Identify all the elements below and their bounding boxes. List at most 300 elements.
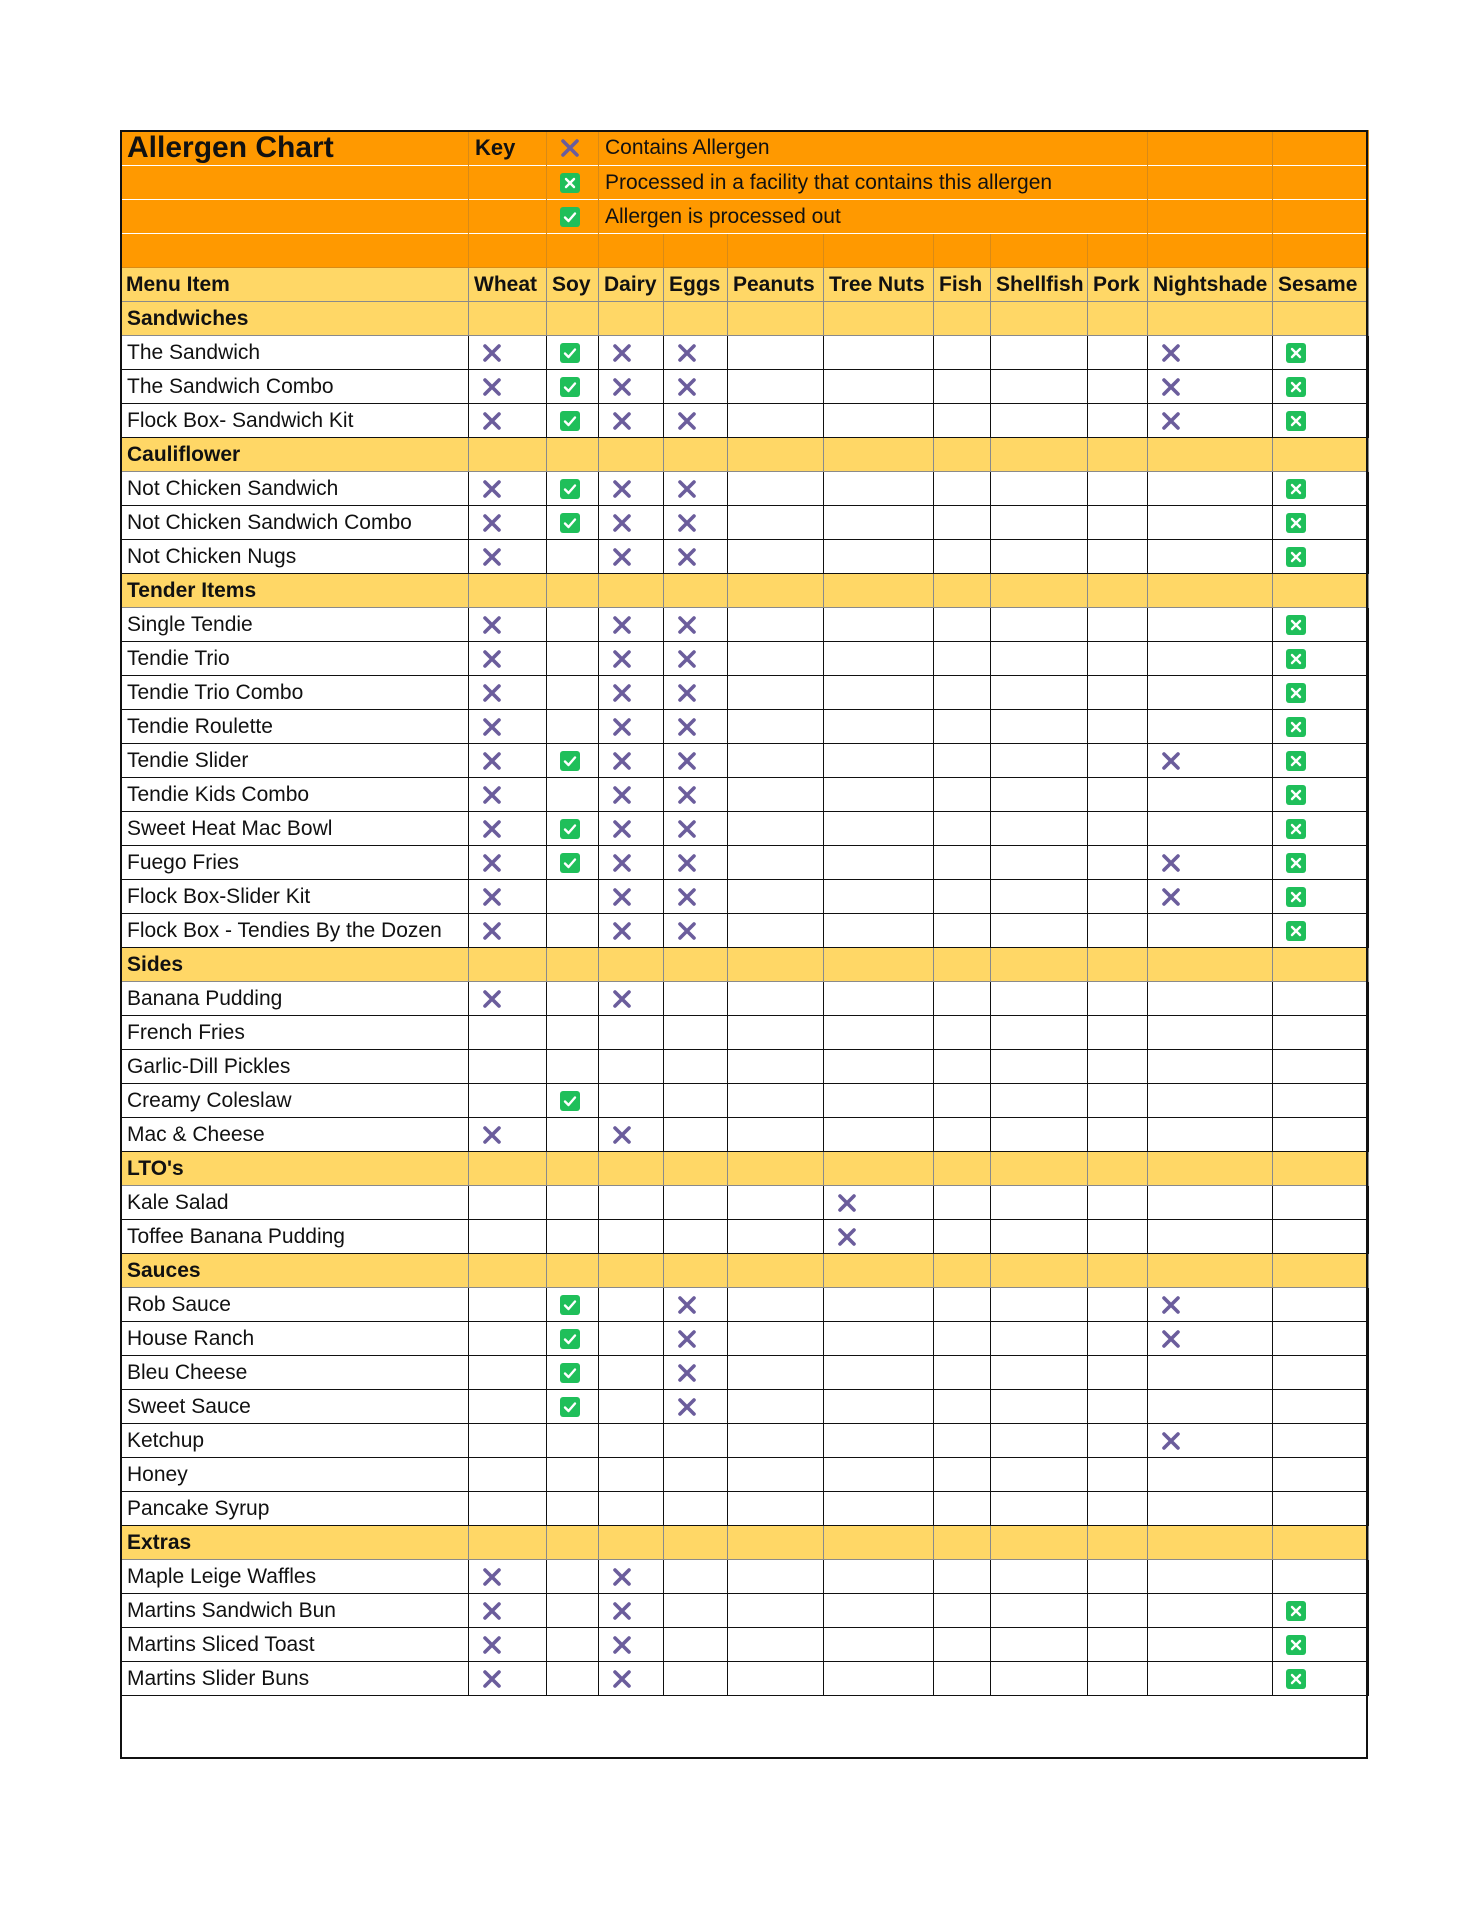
contains-allergen-x-icon xyxy=(611,1634,633,1656)
menu-item-name xyxy=(121,336,469,370)
table-row xyxy=(121,472,1369,506)
allergen-cell xyxy=(469,1492,547,1526)
section-row xyxy=(121,438,1369,472)
table-row xyxy=(121,1050,1369,1084)
section-row xyxy=(121,574,1369,608)
menu-item-name-text: Tendie Trio xyxy=(127,646,230,670)
section-cell xyxy=(599,948,664,982)
contains-allergen-x-icon xyxy=(611,410,633,432)
allergen-cell xyxy=(664,744,728,778)
section-cell xyxy=(728,574,824,608)
contains-allergen-x-icon xyxy=(1160,1430,1182,1452)
allergen-cell xyxy=(728,710,824,744)
allergen-cell xyxy=(664,676,728,710)
allergen-cell xyxy=(469,982,547,1016)
allergen-cell xyxy=(728,404,824,438)
allergen-cell xyxy=(934,1424,991,1458)
processed-out-check-icon xyxy=(559,512,581,534)
allergen-cell xyxy=(991,880,1088,914)
column-header-nightshade-text: Nightshade xyxy=(1153,272,1268,296)
column-header-tree-nuts xyxy=(824,268,934,302)
allergen-cell xyxy=(1273,710,1369,744)
contains-allergen-x-icon xyxy=(481,1634,503,1656)
allergen-cell xyxy=(1273,1662,1369,1696)
facility-allergen-boxed-x-icon xyxy=(1285,376,1307,398)
menu-item-name xyxy=(121,1662,469,1696)
allergen-cell xyxy=(599,1322,664,1356)
key-description xyxy=(599,200,1148,234)
menu-item-name xyxy=(121,1050,469,1084)
column-header-pork-text: Pork xyxy=(1093,272,1140,296)
header-cell xyxy=(1273,166,1369,200)
allergen-cell xyxy=(1148,1322,1273,1356)
contains-allergen-x-icon xyxy=(676,682,698,704)
menu-item-name xyxy=(121,744,469,778)
allergen-cell xyxy=(1148,1118,1273,1152)
allergen-cell xyxy=(664,1288,728,1322)
menu-item-name-text: Fuego Fries xyxy=(127,850,240,874)
facility-allergen-boxed-x-icon xyxy=(1285,852,1307,874)
allergen-cell xyxy=(469,676,547,710)
key-row xyxy=(121,234,1369,268)
key-description xyxy=(599,166,1148,200)
menu-item-name-text: Bleu Cheese xyxy=(127,1360,248,1384)
allergen-cell xyxy=(824,472,934,506)
allergen-cell xyxy=(469,608,547,642)
table-row xyxy=(121,1288,1369,1322)
allergen-cell xyxy=(664,608,728,642)
allergen-cell xyxy=(1148,642,1273,676)
allergen-cell xyxy=(1088,1118,1148,1152)
menu-item-name-text: Toffee Banana Pudding xyxy=(127,1224,345,1248)
menu-item-name xyxy=(121,1492,469,1526)
contains-allergen-x-icon xyxy=(611,1124,633,1146)
allergen-cell xyxy=(728,336,824,370)
table-row xyxy=(121,778,1369,812)
allergen-cell xyxy=(824,1220,934,1254)
menu-item-name-text: Martins Slider Buns xyxy=(127,1666,310,1690)
column-header-fish xyxy=(934,268,991,302)
allergen-cell xyxy=(934,1356,991,1390)
allergen-cell xyxy=(664,778,728,812)
contains-allergen-x-icon xyxy=(611,648,633,670)
header-cell xyxy=(1273,131,1369,166)
contains-allergen-x-icon xyxy=(481,1124,503,1146)
contains-allergen-x-icon xyxy=(481,1600,503,1622)
contains-allergen-x-icon xyxy=(611,1600,633,1622)
allergen-cell xyxy=(599,1560,664,1594)
contains-allergen-x-icon xyxy=(481,648,503,670)
allergen-cell xyxy=(547,1356,599,1390)
contains-allergen-x-icon xyxy=(611,784,633,806)
contains-allergen-x-icon xyxy=(1160,376,1182,398)
allergen-cell xyxy=(547,982,599,1016)
allergen-cell xyxy=(469,812,547,846)
allergen-cell xyxy=(1088,812,1148,846)
allergen-cell xyxy=(1148,676,1273,710)
menu-item-name-text: Tendie Roulette xyxy=(127,714,273,738)
facility-allergen-boxed-x-icon xyxy=(1285,886,1307,908)
section-cell xyxy=(599,574,664,608)
table-row xyxy=(121,370,1369,404)
allergen-cell xyxy=(1273,812,1369,846)
table-row xyxy=(121,1594,1369,1628)
section-cell xyxy=(934,1152,991,1186)
menu-item-name xyxy=(121,1016,469,1050)
header-cell xyxy=(121,200,469,234)
allergen-cell xyxy=(547,1662,599,1696)
section-cell xyxy=(599,302,664,336)
contains-allergen-x-icon xyxy=(481,478,503,500)
allergen-cell xyxy=(934,1628,991,1662)
contains-allergen-x-icon xyxy=(676,818,698,840)
menu-item-name-text: Tendie Trio Combo xyxy=(127,680,304,704)
column-header-dairy xyxy=(599,268,664,302)
chart-title xyxy=(121,131,469,166)
section-title xyxy=(121,438,469,472)
allergen-cell xyxy=(1148,1186,1273,1220)
section-cell xyxy=(547,1152,599,1186)
menu-item-name xyxy=(121,506,469,540)
section-row xyxy=(121,302,1369,336)
allergen-cell xyxy=(547,336,599,370)
header-cell xyxy=(1148,131,1273,166)
section-cell xyxy=(547,1254,599,1288)
allergen-cell xyxy=(1273,608,1369,642)
section-cell xyxy=(547,1526,599,1560)
allergen-cell xyxy=(1148,1594,1273,1628)
header-cell xyxy=(1148,200,1273,234)
facility-allergen-boxed-x-icon xyxy=(1285,410,1307,432)
allergen-cell xyxy=(1088,608,1148,642)
key-label-text: Key xyxy=(475,135,516,160)
contains-allergen-x-icon xyxy=(611,818,633,840)
allergen-cell xyxy=(547,1424,599,1458)
menu-item-name xyxy=(121,1118,469,1152)
allergen-cell xyxy=(1273,914,1369,948)
menu-item-name-text: Flock Box - Tendies By the Dozen xyxy=(127,918,442,942)
menu-item-name xyxy=(121,370,469,404)
contains-allergen-x-icon xyxy=(481,1566,503,1588)
section-cell xyxy=(1148,948,1273,982)
menu-item-name-text: Flock Box- Sandwich Kit xyxy=(127,408,354,432)
allergen-cell xyxy=(1273,1186,1369,1220)
column-header-wheat-text: Wheat xyxy=(474,272,537,296)
allergen-cell xyxy=(469,778,547,812)
allergen-cell xyxy=(728,1084,824,1118)
allergen-cell xyxy=(991,1662,1088,1696)
header-cell xyxy=(469,200,547,234)
header-cell xyxy=(664,234,728,268)
contains-allergen-x-icon xyxy=(676,784,698,806)
section-cell xyxy=(991,1152,1088,1186)
section-cell xyxy=(991,574,1088,608)
allergen-cell xyxy=(934,914,991,948)
header-cell xyxy=(121,166,469,200)
menu-item-name xyxy=(121,710,469,744)
key-label xyxy=(469,131,547,166)
allergen-cell xyxy=(934,1560,991,1594)
allergen-cell xyxy=(991,1220,1088,1254)
menu-item-name xyxy=(121,1560,469,1594)
allergen-cell xyxy=(664,1424,728,1458)
allergen-cell xyxy=(599,1084,664,1118)
section-cell xyxy=(547,574,599,608)
allergen-cell xyxy=(991,506,1088,540)
allergen-cell xyxy=(1148,812,1273,846)
menu-item-name-text: Honey xyxy=(127,1462,188,1486)
allergen-cell xyxy=(991,642,1088,676)
allergen-cell xyxy=(1088,1288,1148,1322)
contains-allergen-x-icon xyxy=(676,716,698,738)
contains-allergen-x-icon xyxy=(481,818,503,840)
allergen-cell xyxy=(1088,1424,1148,1458)
menu-item-name-text: The Sandwich xyxy=(127,340,261,364)
allergen-cell xyxy=(728,1390,824,1424)
facility-allergen-boxed-x-icon xyxy=(1285,750,1307,772)
contains-allergen-x-icon xyxy=(481,410,503,432)
allergen-cell xyxy=(824,1560,934,1594)
allergen-cell xyxy=(934,1220,991,1254)
allergen-cell xyxy=(934,404,991,438)
contains-allergen-x-icon xyxy=(481,512,503,534)
menu-item-name-text: Rob Sauce xyxy=(127,1292,231,1316)
section-cell xyxy=(469,1152,547,1186)
section-title xyxy=(121,302,469,336)
column-header-tree-nuts-text: Tree Nuts xyxy=(829,272,925,296)
menu-item-name-text: Maple Leige Waffles xyxy=(127,1564,317,1588)
allergen-cell xyxy=(1273,1220,1369,1254)
allergen-cell xyxy=(469,1458,547,1492)
allergen-cell xyxy=(469,1594,547,1628)
allergen-cell xyxy=(599,404,664,438)
facility-allergen-boxed-x-icon xyxy=(1285,478,1307,500)
allergen-cell xyxy=(991,1424,1088,1458)
table-row xyxy=(121,404,1369,438)
allergen-cell xyxy=(1148,370,1273,404)
contains-allergen-x-icon xyxy=(481,376,503,398)
section-cell xyxy=(1273,1152,1369,1186)
allergen-cell xyxy=(934,642,991,676)
allergen-cell xyxy=(599,472,664,506)
allergen-cell xyxy=(599,608,664,642)
allergen-cell xyxy=(664,1050,728,1084)
section-cell xyxy=(934,1254,991,1288)
allergen-cell xyxy=(934,1084,991,1118)
contains-allergen-x-icon xyxy=(1160,342,1182,364)
allergen-cell xyxy=(1088,1356,1148,1390)
allergen-cell xyxy=(1273,472,1369,506)
header-cell xyxy=(824,234,934,268)
allergen-cell xyxy=(1088,778,1148,812)
menu-item-name xyxy=(121,1356,469,1390)
allergen-cell xyxy=(991,1050,1088,1084)
allergen-cell xyxy=(664,642,728,676)
section-cell xyxy=(664,574,728,608)
contains-allergen-x-icon xyxy=(676,920,698,942)
allergen-cell xyxy=(599,1390,664,1424)
contains-allergen-x-icon xyxy=(481,784,503,806)
allergen-cell xyxy=(599,540,664,574)
allergen-cell xyxy=(1148,982,1273,1016)
header-cell xyxy=(1273,234,1369,268)
contains-allergen-x-icon xyxy=(1160,1294,1182,1316)
menu-item-name-text: Pancake Syrup xyxy=(127,1496,270,1520)
contains-allergen-x-icon xyxy=(676,1328,698,1350)
section-cell xyxy=(991,438,1088,472)
menu-item-name xyxy=(121,1288,469,1322)
processed-out-check-icon xyxy=(559,478,581,500)
allergen-cell xyxy=(728,370,824,404)
allergen-cell xyxy=(547,812,599,846)
column-header-peanuts xyxy=(728,268,824,302)
allergen-cell xyxy=(728,1424,824,1458)
section-row xyxy=(121,1152,1369,1186)
contains-allergen-x-icon xyxy=(481,1668,503,1690)
allergen-cell xyxy=(991,846,1088,880)
allergen-cell xyxy=(991,914,1088,948)
table-row xyxy=(121,1390,1369,1424)
section-title-text: LTO's xyxy=(127,1156,184,1180)
contains-allergen-x-icon xyxy=(676,410,698,432)
facility-allergen-boxed-x-icon xyxy=(1285,1668,1307,1690)
menu-item-name-text: Sweet Heat Mac Bowl xyxy=(127,816,333,840)
contains-allergen-x-icon xyxy=(481,988,503,1010)
allergen-cell xyxy=(547,1390,599,1424)
allergen-cell xyxy=(599,1492,664,1526)
key-description xyxy=(599,131,1148,166)
header-cell xyxy=(934,234,991,268)
allergen-cell xyxy=(824,1594,934,1628)
allergen-cell xyxy=(547,778,599,812)
column-header-wheat xyxy=(469,268,547,302)
allergen-cell xyxy=(824,404,934,438)
allergen-cell xyxy=(728,608,824,642)
allergen-cell xyxy=(991,1390,1088,1424)
menu-item-name-text: Sweet Sauce xyxy=(127,1394,251,1418)
section-cell xyxy=(728,948,824,982)
allergen-cell xyxy=(469,1424,547,1458)
table-row xyxy=(121,914,1369,948)
allergen-cell xyxy=(547,1050,599,1084)
menu-item-name xyxy=(121,1390,469,1424)
section-cell xyxy=(728,1526,824,1560)
allergen-cell xyxy=(469,642,547,676)
section-cell xyxy=(1148,1254,1273,1288)
contains-allergen-x-icon xyxy=(481,920,503,942)
section-cell xyxy=(728,1152,824,1186)
contains-allergen-x-icon xyxy=(676,750,698,772)
allergen-cell xyxy=(824,506,934,540)
allergen-cell xyxy=(547,710,599,744)
facility-allergen-boxed-x-icon xyxy=(559,172,581,194)
section-cell xyxy=(1273,948,1369,982)
allergen-cell xyxy=(728,812,824,846)
menu-item-name xyxy=(121,472,469,506)
allergen-cell xyxy=(824,1458,934,1492)
allergen-cell xyxy=(664,1594,728,1628)
allergen-cell xyxy=(934,1594,991,1628)
allergen-cell xyxy=(664,846,728,880)
key-icon-cell xyxy=(547,131,599,166)
allergen-cell xyxy=(1273,778,1369,812)
allergen-cell xyxy=(469,472,547,506)
processed-out-check-icon xyxy=(559,1328,581,1350)
allergen-cell xyxy=(728,676,824,710)
allergen-cell xyxy=(1088,1084,1148,1118)
menu-item-name xyxy=(121,1628,469,1662)
menu-item-name xyxy=(121,880,469,914)
key-icon-cell xyxy=(547,234,599,268)
allergen-cell xyxy=(991,1288,1088,1322)
allergen-cell xyxy=(547,880,599,914)
allergen-cell xyxy=(599,744,664,778)
allergen-cell xyxy=(469,880,547,914)
allergen-cell xyxy=(934,1288,991,1322)
allergen-cell xyxy=(664,472,728,506)
section-cell xyxy=(728,302,824,336)
menu-item-name-text: Flock Box-Slider Kit xyxy=(127,884,311,908)
table-row xyxy=(121,846,1369,880)
menu-item-name xyxy=(121,778,469,812)
allergen-cell xyxy=(664,506,728,540)
allergen-cell xyxy=(547,370,599,404)
allergen-cell xyxy=(1148,608,1273,642)
allergen-cell xyxy=(824,608,934,642)
menu-item-name-text: Not Chicken Sandwich Combo xyxy=(127,510,412,534)
allergen-cell xyxy=(1273,1084,1369,1118)
allergen-cell xyxy=(469,1288,547,1322)
table-row xyxy=(121,1356,1369,1390)
column-header-pork xyxy=(1088,268,1148,302)
section-cell xyxy=(469,574,547,608)
allergen-cell xyxy=(664,1220,728,1254)
facility-allergen-boxed-x-icon xyxy=(1285,342,1307,364)
allergen-cell xyxy=(664,1016,728,1050)
allergen-cell xyxy=(991,710,1088,744)
contains-allergen-x-icon xyxy=(611,682,633,704)
allergen-cell xyxy=(824,846,934,880)
allergen-cell xyxy=(547,506,599,540)
allergen-cell xyxy=(547,608,599,642)
allergen-cell xyxy=(824,1424,934,1458)
section-cell xyxy=(547,302,599,336)
table-row xyxy=(121,1424,1369,1458)
allergen-cell xyxy=(599,846,664,880)
allergen-cell xyxy=(1088,914,1148,948)
table-row xyxy=(121,1662,1369,1696)
menu-item-name-text: Creamy Coleslaw xyxy=(127,1088,292,1112)
table-row xyxy=(121,1016,1369,1050)
allergen-cell xyxy=(1088,710,1148,744)
allergen-cell xyxy=(469,1322,547,1356)
allergen-cell xyxy=(991,1560,1088,1594)
allergen-cell xyxy=(934,1662,991,1696)
allergen-cell xyxy=(1148,1662,1273,1696)
section-cell xyxy=(469,1526,547,1560)
allergen-cell xyxy=(469,846,547,880)
section-cell xyxy=(1148,574,1273,608)
processed-out-check-icon xyxy=(559,206,581,228)
section-cell xyxy=(469,302,547,336)
section-cell xyxy=(1148,1526,1273,1560)
column-header-menu-item-text: Menu Item xyxy=(126,272,230,296)
allergen-cell xyxy=(664,370,728,404)
allergen-cell xyxy=(824,812,934,846)
table-row xyxy=(121,1220,1369,1254)
allergen-cell xyxy=(824,744,934,778)
key-row xyxy=(121,200,1369,234)
